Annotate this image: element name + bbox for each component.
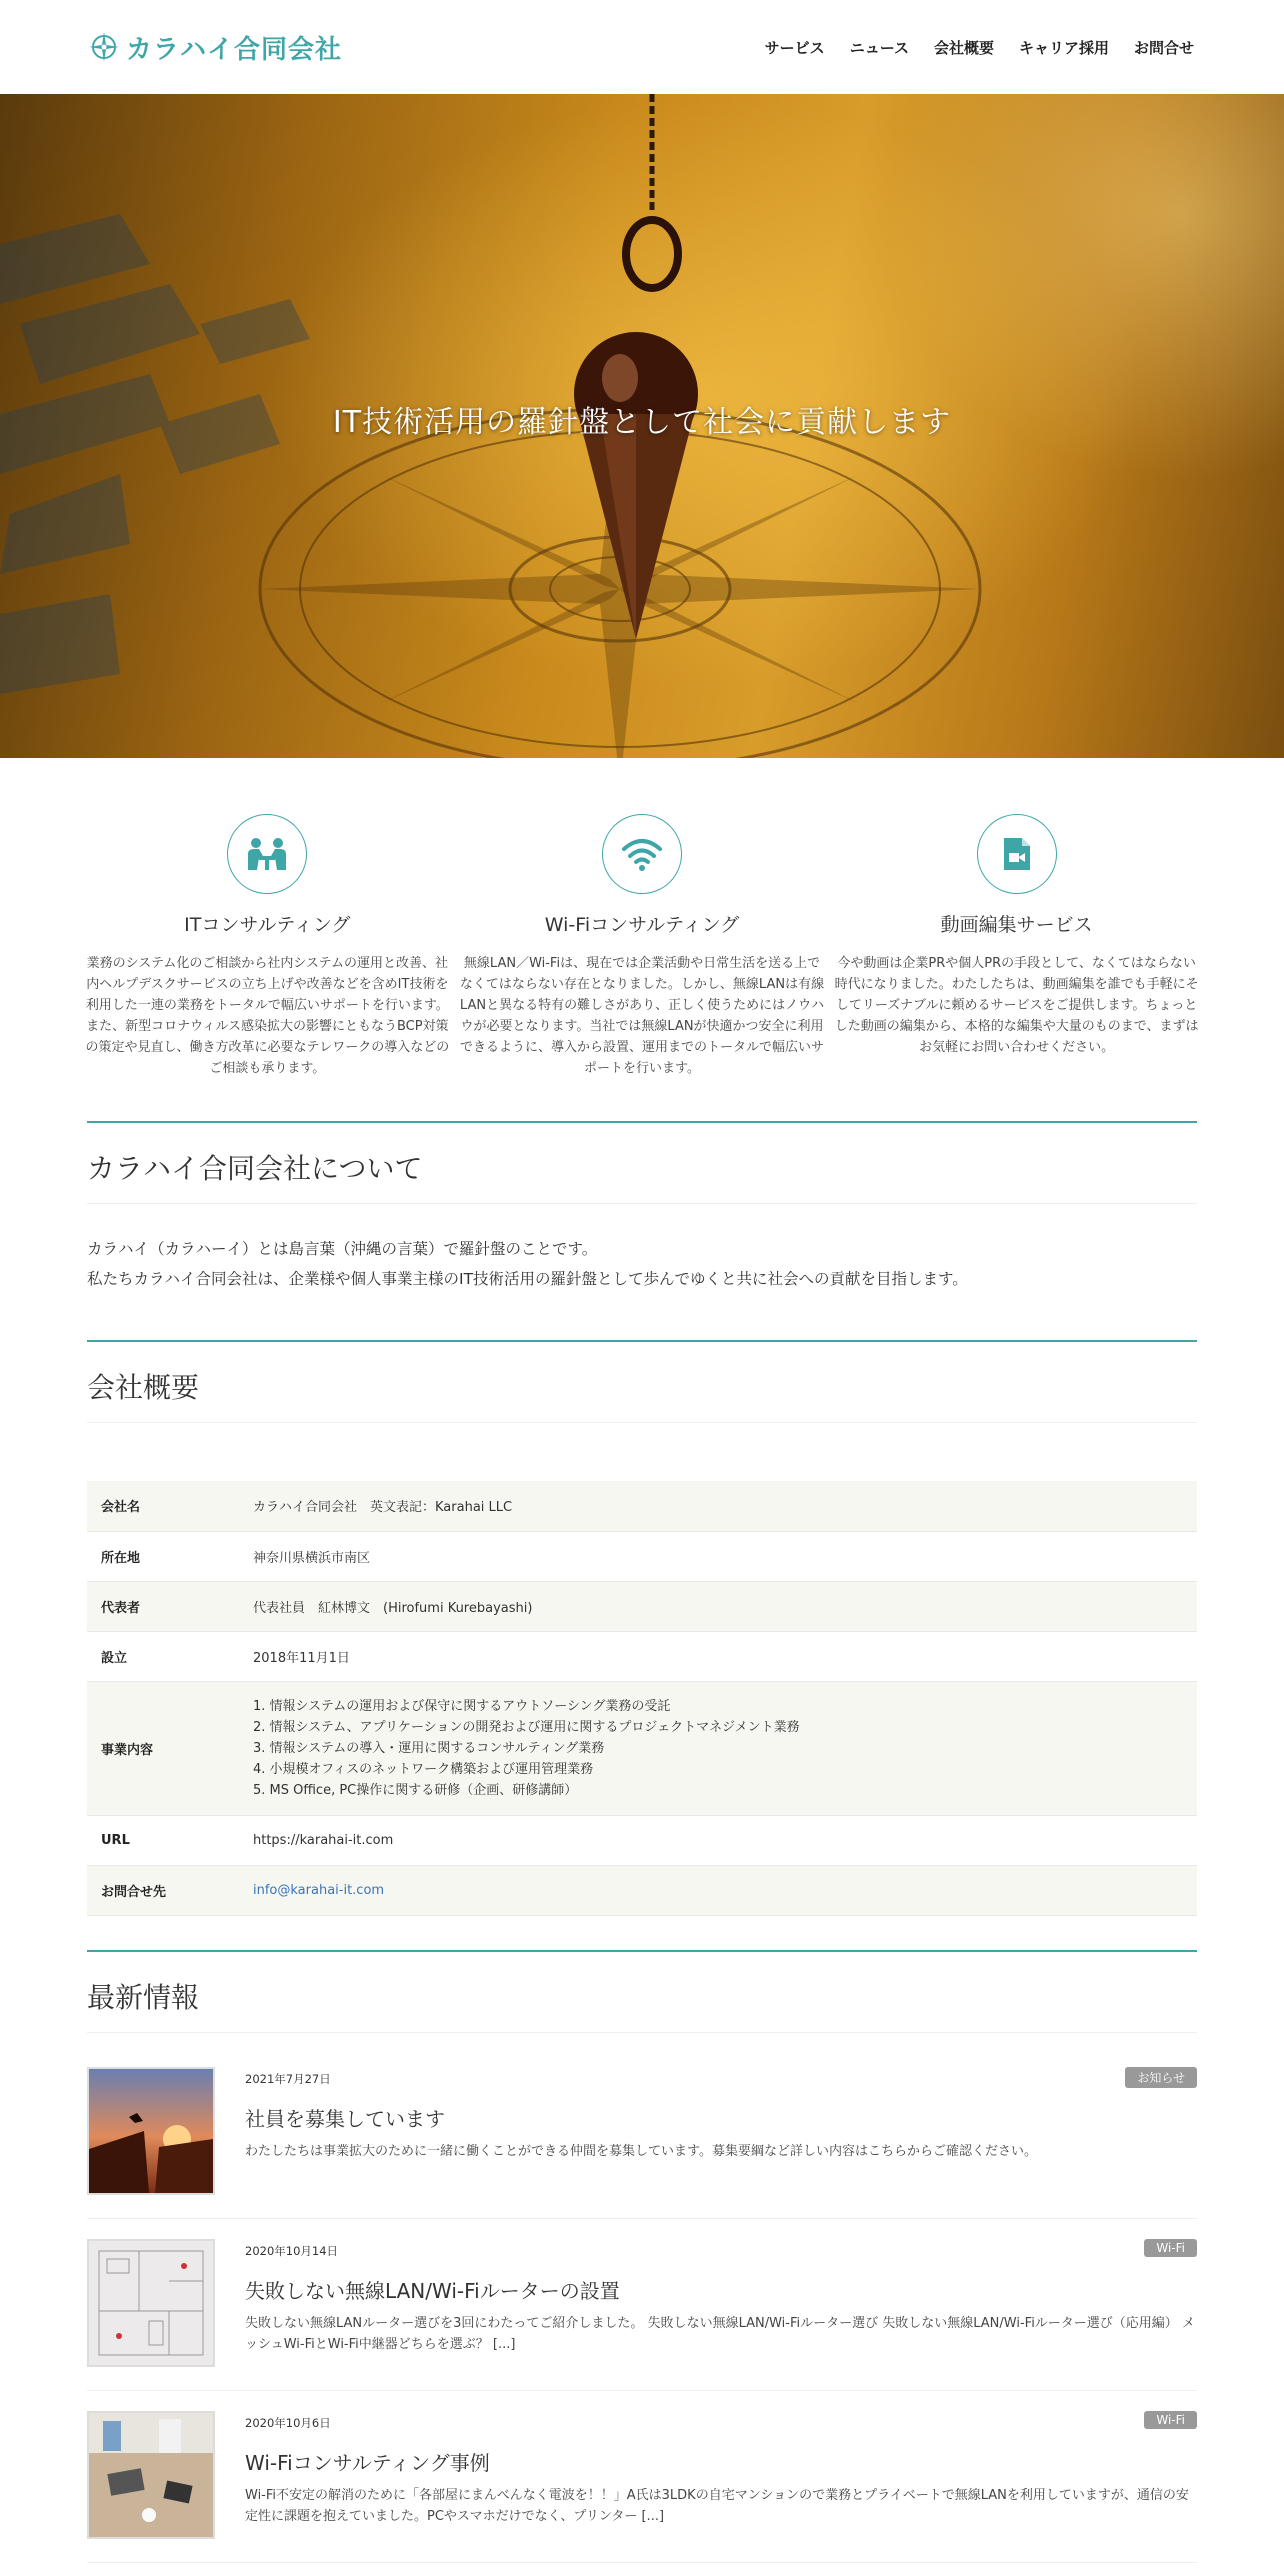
table-row: [87, 1631, 1197, 1681]
news-date: 2020年10月14日: [245, 2243, 339, 2258]
site-logo[interactable]: [88, 29, 342, 66]
table-value: カラハイ合同会社 英文表記：Karahai LLC: [239, 1481, 1197, 1531]
company-title: 会社概要: [87, 1371, 200, 1404]
nav-contact[interactable]: お問合せ: [1133, 38, 1194, 57]
table-key: 代表者: [87, 1581, 239, 1631]
nav-services[interactable]: サービス: [764, 38, 825, 57]
news-excerpt: 失敗しない無線LANルーター選びを3回にわたってご紹介しました。 失敗しない無線LAN/Wi-Fiルーター選び 失敗しない無線LAN/Wi-Fiルーター選び（応用編） メッシュWi-FiとWi-Fi中継器どちらを選ぶ？ [...]: [245, 2315, 1195, 2352]
table-key: 事業内容: [87, 1681, 239, 1815]
service-description: 無線LAN／Wi-Fiは、現在では企業活動や日常生活を送る上でなくてはならない存在となりました。しかし、無線LANは有線LANと異なる特有の難しさがあり、正しく使うためにはノウハウが必要となります。当社では無線LANが快適かつ安全に利用できるように、導入から設置、運用までのトータルで幅広いサポートを行います。: [459, 956, 825, 1076]
nav-news[interactable]: ニュース: [849, 38, 909, 57]
news-title: 最新情報: [87, 1980, 200, 2014]
service-description: 業務のシステム化のご相談から社内システムの運用と改善、社内ヘルプデスクサービスの立ち上げや改善などを含めIT技術を利用した一連の業務をトータルで幅広いサポートを行います。また、新型コロナウィルス感染拡大の影響にともなうBCP対策の策定や見直し、働き方改革に必要なテレワークの導入などのご相談も承ります。: [85, 956, 450, 1076]
company-table: [87, 1481, 1197, 1916]
service-video-editing: [829, 814, 1204, 1079]
news-item[interactable]: [87, 2239, 1197, 2391]
service-title: Wi-Fiコンサルティング: [544, 914, 740, 936]
service-title: 動画編集サービス: [940, 914, 1093, 936]
hero-banner: [0, 94, 1284, 758]
table-value: 2018年11月1日: [239, 1631, 1197, 1681]
service-description: 今や動画は企業PRや個人PRの手段として、なくてはならない時代になりました。わたしたちは、動画編集を誰でも手軽にそしてリーズナブルに頼めるサービスをご提供します。ちょっとした動画の編集から、本格的な編集や大量のものまで、まずはお気軽にお問い合わせください。: [834, 956, 1199, 1055]
table-value: [239, 1681, 1197, 1815]
table-key: お問合せ先: [87, 1865, 239, 1915]
table-row: [87, 1865, 1197, 1915]
people-meeting-icon: [227, 814, 307, 894]
news-body: [245, 2411, 1197, 2538]
business-item: 1. 情報システムの運用および保守に関するアウトソーシング業務の受託: [253, 1698, 671, 1714]
table-row: [87, 1581, 1197, 1631]
main-nav: [765, 37, 1196, 58]
wifi-icon: [602, 814, 682, 894]
table-row: [87, 1481, 1197, 1531]
about-title: カラハイ合同会社について: [87, 1152, 423, 1185]
news-header: [87, 1950, 1197, 2033]
business-item: 5. MS Office, PC操作に関する研修（企画、研修講師）: [253, 1782, 578, 1798]
news-headline[interactable]: 社員を募集しています: [245, 2106, 445, 2131]
business-item: 4. 小規模オフィスのネットワーク構築および運用管理業務: [253, 1761, 594, 1777]
compass-logo-icon: [88, 31, 120, 63]
news-headline[interactable]: Wi-Fiコンサルティング事例: [245, 2450, 490, 2475]
hero-tagline: IT技術活用の羅針盤として社会に貢献します: [332, 405, 952, 440]
company-section: [87, 1340, 1197, 1916]
table-key: URL: [87, 1815, 239, 1865]
company-header: [87, 1340, 1197, 1423]
table-key: 会社名: [87, 1481, 239, 1531]
service-title: ITコンサルティング: [184, 914, 351, 936]
about-section: [87, 1121, 1197, 1294]
news-item[interactable]: [87, 2411, 1197, 2563]
news-thumbnail[interactable]: [87, 2067, 215, 2195]
news-excerpt: Wi-Fi不安定の解消のために「各部屋にまんべんなく電波を！！」A氏は3LDKの自宅マンションので業務とプライベートで無線LANを利用していますが、通信の安定性に課題を抱えていました。PCやスマホだけでなく、プリンター [...]: [245, 2487, 1189, 2524]
table-row: [87, 1681, 1197, 1815]
table-key: 所在地: [87, 1531, 239, 1581]
news-date: 2020年10月6日: [245, 2415, 331, 2430]
table-value: https://karahai-it.com: [239, 1815, 1197, 1865]
news-thumbnail[interactable]: [87, 2239, 215, 2367]
about-line: カラハイ（カラハーイ）とは島言葉（沖縄の言葉）で羅針盤のことです。: [87, 1240, 598, 1258]
nav-careers[interactable]: キャリア採用: [1018, 38, 1109, 57]
news-item[interactable]: [87, 2067, 1197, 2219]
site-header: [0, 0, 1284, 94]
table-value: 代表社員 紅林博文 (Hirofumi Kurebayashi): [239, 1581, 1197, 1631]
news-list: [87, 2067, 1197, 2563]
business-item: 3. 情報システムの導入・運用に関するコンサルティング業務: [253, 1740, 605, 1756]
news-excerpt: わたしたちは事業拡大のために一緒に働くことができる仲間を募集しています。募集要綱など詳しい内容はこちらからご確認ください。: [245, 2143, 1037, 2159]
services-section: [0, 814, 1284, 1079]
logo-text: カラハイ合同会社: [126, 34, 343, 65]
business-item: 2. 情報システム、アプリケーションの開発および運用に関するプロジェクトマネジメント業務: [253, 1719, 800, 1735]
table-row: [87, 1531, 1197, 1581]
news-thumbnail[interactable]: [87, 2411, 215, 2539]
table-value: 神奈川県横浜市南区: [239, 1531, 1197, 1581]
about-text: [87, 1234, 1197, 1294]
nav-company[interactable]: 会社概要: [933, 38, 994, 57]
news-date: 2021年7月27日: [245, 2071, 331, 2086]
about-line: 私たちカラハイ合同会社は、企業様や個人事業主様のIT技術活用の羅針盤として歩んでゆくと共に社会への貢献を目指します。: [87, 1270, 968, 1288]
news-body: [245, 2239, 1197, 2366]
category-badge[interactable]: お知らせ: [1125, 2067, 1197, 2088]
table-row: [87, 1815, 1197, 1865]
about-header: [87, 1121, 1197, 1204]
video-file-icon: [977, 814, 1057, 894]
contact-email-link[interactable]: info@karahai-it.com: [253, 1882, 385, 1898]
table-value: [239, 1865, 1197, 1915]
news-section: [87, 1950, 1197, 2563]
table-key: 設立: [87, 1631, 239, 1681]
service-wifi-consulting: [455, 814, 830, 1079]
news-headline[interactable]: 失敗しない無線LAN/Wi-Fiルーターの設置: [245, 2278, 620, 2303]
news-body: [245, 2067, 1197, 2194]
category-badge[interactable]: Wi-Fi: [1144, 2411, 1197, 2429]
category-badge[interactable]: Wi-Fi: [1144, 2239, 1197, 2257]
service-it-consulting: [80, 814, 455, 1079]
